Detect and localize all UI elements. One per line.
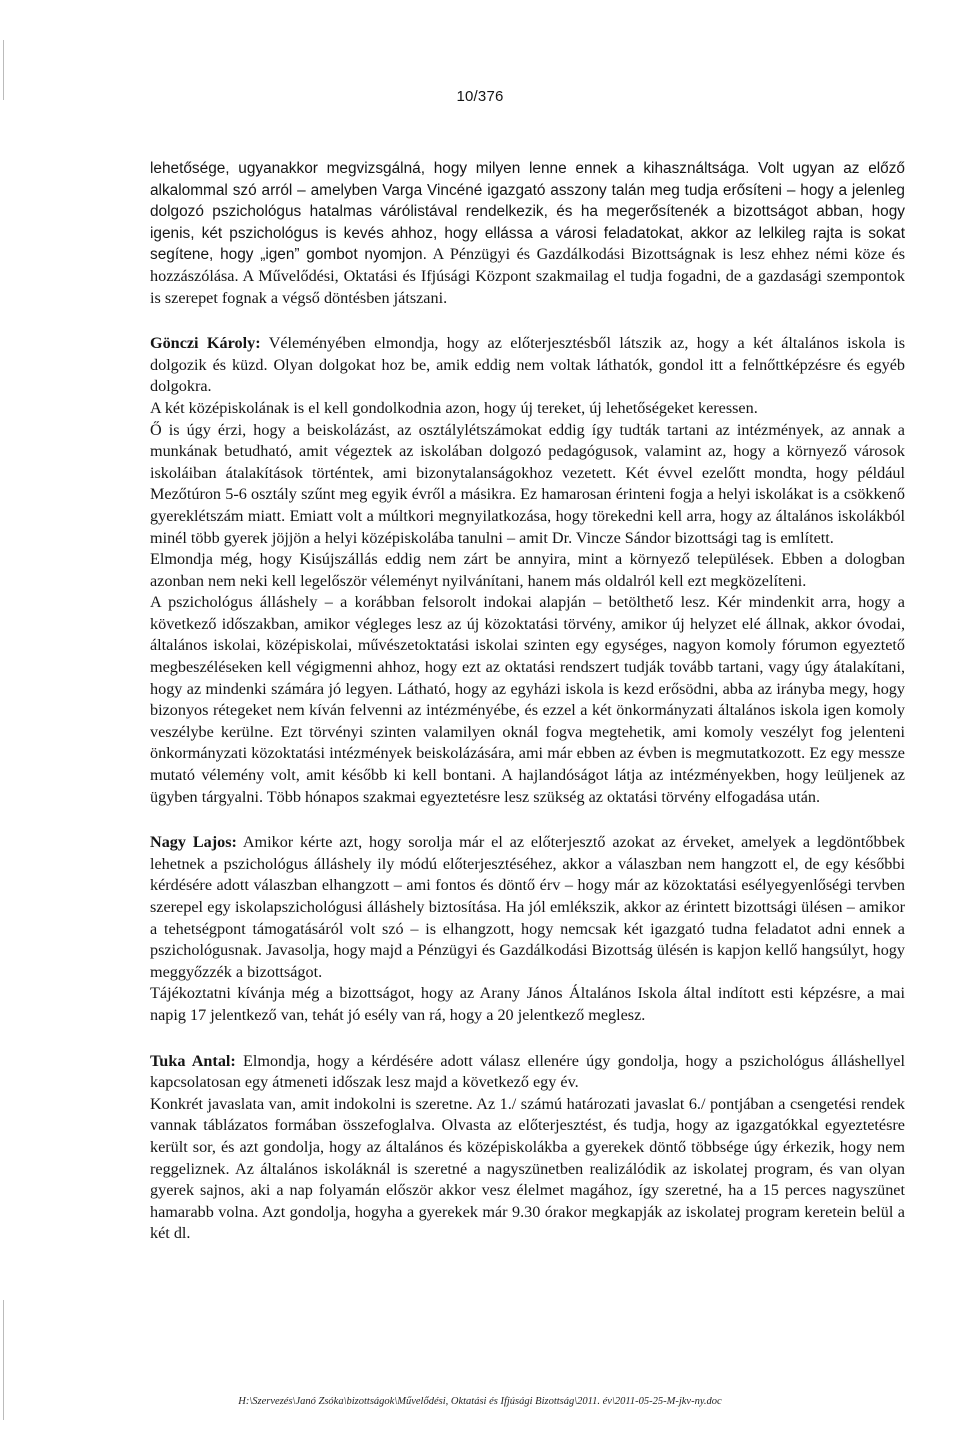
section-nagy — [150, 832, 905, 1026]
section-gonczi — [150, 333, 905, 808]
paragraph — [150, 333, 905, 398]
paragraph-text: Véleményében elmondja, hogy az előterjesztésből látszik az, hogy a két általános iskola is dolgozik és küzd. Olyan dolgokat hoz be, amik eddig nem voltak láthatók, gondol itt a felnőttképzésre és egyéb dolgokra. — [150, 334, 905, 396]
paragraph: Elmondja még, hogy Kisújszállás eddig nem zárt be annyira, mint a környező települések. Ebben a dologban azonban nem neki kell legelőször véleményt nyilvánítani, hanem más oldalról kell ezt megközelíteni. — [150, 550, 905, 590]
speaker-name: Gönczi Károly: — [150, 334, 261, 353]
document-body — [150, 158, 905, 1269]
paragraph: A pszichológus álláshely – a korábban felsorolt indokai alapján – betölthető lesz. Kér mindenkit arra, hogy a következő időszakban, amikor végleges lesz az új közoktatási törvény, amikor új helyzet elé állnak, akkor óvodai, általános iskolai, középiskolai, művészetoktatási iskolai szinten egy egységes, nagyon komoly fórumon egyeztető megbeszéléseken kell végigmenni ahhoz, hogy ezt az oktatási rendszert tudják tovább tartani, vagy úgy átalakítani, hogy az mindenki számára jó legyen. Látható, hogy az egyházi iskola is kezd erősödni, abba az irányba megy, hogy bizonyos rétegeket nem kíván felvenni az intézményébe, és ezzel a két önkormányzati általános iskola igen komoly veszélybe kerülne. Ezt törvényi szinten valamilyen oknál fogva megtehetik, ami komoly veszélyt fog jelenteni önkormányzati közoktatási intézmények beiskolázására, ami már ebben az évben is megmutatkozott. Ez egy messze mutató vélemény volt, amit később ki kell bontani. A hajlandóságot látja az intézményekben, hogy leüljenek az ügyben tárgyalni. Több hónapos szakmai egyeztetésre lesz szükség az oktatási törvény elfogadása után. — [150, 593, 905, 806]
intro-serif-text: A Pénzügyi és Gazdálkodási Bizottságnak is lesz ehhez némi köze és hozzászólása. A Művelődési, Oktatási és Ifjúsági Központ szakmailag el tudja fogadni, de a gazdasági szempontok is szerepet fognak a végső döntésben játszani. — [150, 245, 906, 307]
speaker-name: Nagy Lajos: — [150, 833, 237, 852]
section-tuka — [150, 1051, 905, 1245]
page-number: 10/376 — [456, 88, 504, 105]
paragraph-text: Elmondja, hogy a kérdésére adott válasz ellenére úgy gondolja, hogy a pszichológus álláshellyel kapcsolatosan egy átmeneti időszak lesz majd a következő egy év. — [150, 1051, 905, 1092]
intro-text — [150, 158, 905, 309]
paragraph: Ő is úgy érzi, hogy a beiskolázást, az osztálylétszámokat eddig így tudták tartani az intézmények, az annak a munkának betudható, amit végeztek az iskolában dolgozó pedagógusok, valamint az, hogy a környező városok iskoláiban átalakítások történtek, ami bizonytalanságokhoz vezetett. Két évvel ezelőtt mondta, hogy például Mezőtúron 5-6 osztály szűnt meg egyik évről a másikra. Ez hamarosan érinteni fogja a helyi iskolákat is a csökkenő gyereklétszám miatt. Emiatt volt a múltkori megnyilatkozása, hogy törekedni kell arra, hogy az általános iskolákból minél több gyerek jöjjön a helyi középiskolába tanulni – amit Dr. Vincze Sándor bizottsági tag is említett. — [150, 420, 905, 547]
footer-file-path: H:\Szervezés\Janó Zsóka\bizottságok\Művelődési, Oktatási és Ifjúsági Bizottság\2011. év\2011-05-25-M-jkv-ny.doc — [238, 1396, 722, 1407]
paragraph-text: Amikor kérte azt, hogy sorolja már el az előterjesztő azokat az érveket, amelyek a legdöntőbbek lehetnek a pszichológus álláshely ily módú előterjesztéséhez, akkor a válaszban nem hangzott el, de egy későbbi kérdésére adott válaszban elhangzott – ami fontos és döntő érv – hogy már az közoktatási esélyegyenlőségi tervben szerepel egy iskolapszichológusi álláshely biztosítása. Ha jól emlékszik, akkor az érintett bizottsági ülésen – amikor a tehetségpont támogatásáról volt szó – is elhangzott, hogy nemcsak két igazgató tudna feladatot adni ennek a pszichológusnak. Javasolja, hogy majd a Pénzügyi és Gazdálkodási Bizottság ülésén is kapjon kellő hangsúlyt, hogy meggyőzzék a bizottságot. — [150, 833, 905, 981]
paragraph: Konkrét javaslata van, amit indokolni is szeretne. Az 1./ számú határozati javaslat 6./ pontjában a csengetési rendek vannak táblázatos formában összefoglalva. Olvasta az előterjesztést, és tudja, hogy az igazgatókkal egyeztetésre került sor, és azt gondolja, hogy az általános és középiskolákba a gyerekek döntő többsége úgy érkezik, hogy nem reggeliznek. Az általános iskoláknál is szeretné a nagyszünetben realizálódik az iskolatej program, és van olyan gyerek sajnos, aki a nap folyamán először akkor vesz élelmet magához, így szeretné, ha a 15 perces nagyszünet hamarabb volna. Azt gondolja, hogyha a gyerekek már 9.30 órakor megkapják az iskolatej program keretein belül a két dl. — [150, 1094, 905, 1243]
paragraph — [150, 832, 905, 983]
intro-paragraph — [150, 158, 905, 309]
speaker-name: Tuka Antal: — [150, 1051, 236, 1070]
intro-sans-text: lehetősége, ugyanakkor megvizsgálná, hogy milyen lenne ennek a kihasználtsága. Volt ugyan az előző alkalommal szó arról – amelyben Varga Vincéné igazgató asszony talán meg tudja erősíteni – hogy a jelenleg dolgozó pszichológus hatalmas várólistával rendelkezik, és ha megerősítenék a bizottságot abban, hogy igenis, két pszichológus is kevés ahhoz, hogy ellássa a városi feladatokat, akkor az lelkileg rajta is sokat segítene, hogy „igen” gombot nyomjon. — [150, 160, 905, 264]
paragraph: A két középiskolának is el kell gondolkodnia azon, hogy új tereket, új lehetőségeket keressen. — [150, 398, 758, 417]
paragraph — [150, 1051, 905, 1094]
paragraph: Tájékoztatni kívánja még a bizottságot, hogy az Arany János Általános Iskola által indított esti képzésre, a mai napig 17 jelentkező van, tehát jó esély van rá, hogy a 20 jelentkező meglesz. — [150, 984, 905, 1024]
